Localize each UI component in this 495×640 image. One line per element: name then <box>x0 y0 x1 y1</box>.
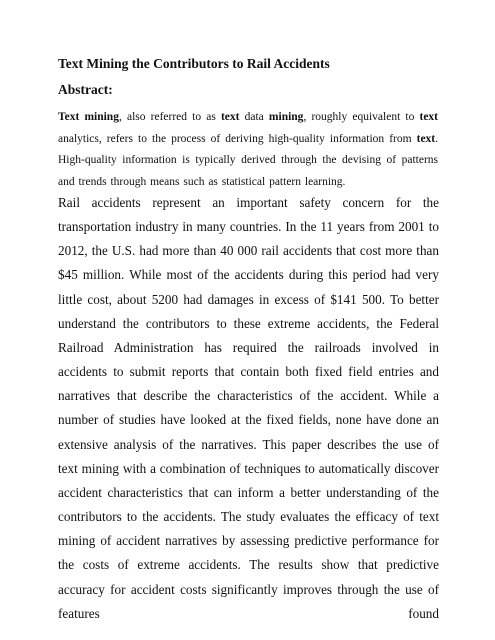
abstract-heading: Abstract: <box>58 82 113 97</box>
abstract-term-text: text <box>220 111 240 123</box>
abstract-text: data <box>239 111 269 123</box>
document-title: Text Mining the Contributors to Rail Accidents <box>58 56 330 71</box>
abstract-term-text: text <box>419 111 439 123</box>
abstract-term-text: text <box>416 132 436 145</box>
abstract-term-mining: mining <box>268 111 304 123</box>
abstract-text: , roughly equivalent to <box>303 111 420 123</box>
abstract-text: analytics, refers to the process of deriving high-quality information from <box>58 132 417 145</box>
body-paragraph: Rail accidents represent an important safety concern for the transportation industry in many countries. In the 11 years from 2001 to 2012, the U.S. had more than 40 000 rail accidents that cost more than $45 million. While most of the accidents during this period had very little cost, about 5200 had damages in excess of $141 500. To better understand the contributors to these extreme accidents, the Federal Railroad Administration has required the railroads involved in accidents to submit reports that contain both fixed field entries and narratives that describe the characteristics of the accident. While a number of studies have looked at the fixed fields, none have done an extensive analysis of the narratives. This paper describes the use of text mining with a combination of techniques to automatically discover accident characteristics that can inform a better understanding of the contributors to the accidents. The study evaluates the efficacy of text mining of accident narratives by assessing predictive performance for the costs of extreme accidents. The results show that predictive accuracy for accident costs significantly improves through the use of features found <box>58 195 439 621</box>
abstract-text: . High-quality information is typically derived through the devising of patterns and trends through means such as statistical pattern learning. <box>58 132 438 188</box>
abstract-text: , also referred to as <box>118 111 221 123</box>
abstract-paragraph <box>58 107 438 193</box>
abstract-term-text-mining: Text mining <box>58 111 119 123</box>
